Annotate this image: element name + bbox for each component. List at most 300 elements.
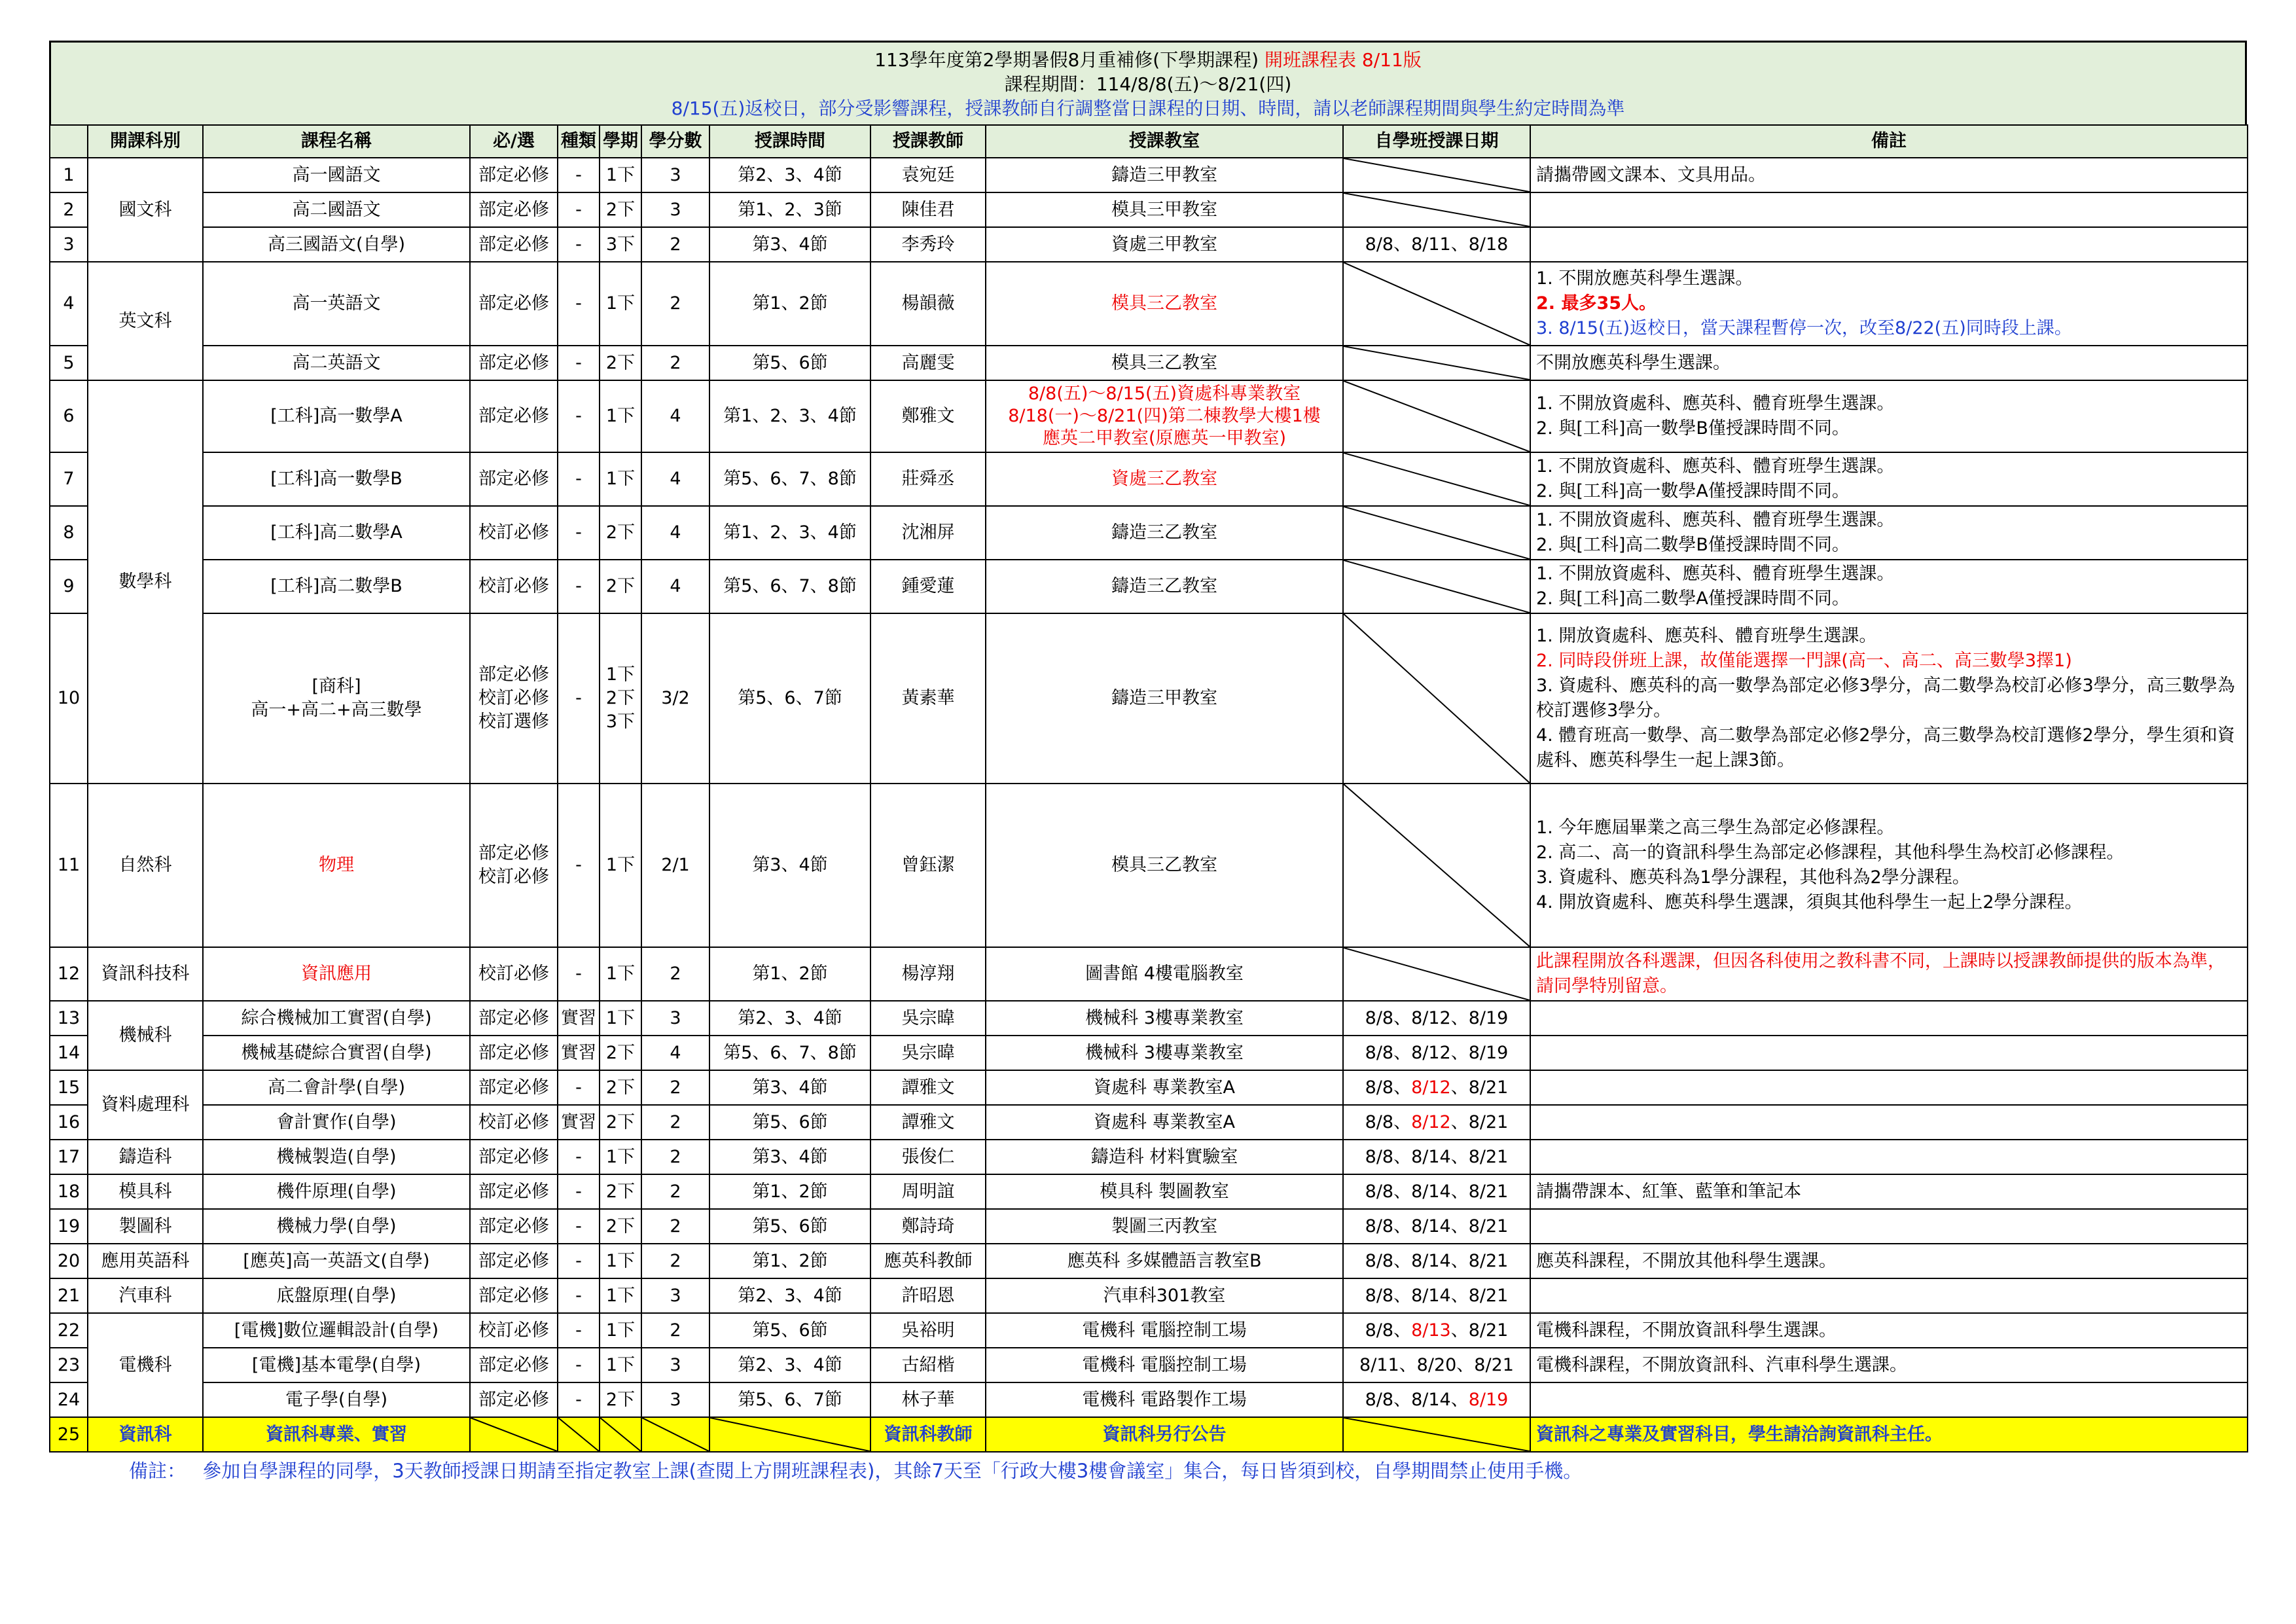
table-row bbox=[50, 380, 2248, 452]
empty-diagonal-cell bbox=[1343, 560, 1530, 613]
course-name: 資訊應用 bbox=[203, 947, 470, 1001]
remarks: 1. 不開放資處科、應英科、體育班學生選課。 2. 與[工科]高二數學B僅授課時間不同。 bbox=[1530, 506, 2248, 560]
footnote bbox=[49, 1458, 2247, 1484]
self-study-dates: 8/8、8/13、8/21 bbox=[1343, 1313, 1530, 1348]
course-name: 機械力學(自學) bbox=[203, 1209, 470, 1244]
title-version: 開班課程表 8/11版 bbox=[1265, 49, 1422, 71]
teacher: 袁宛廷 bbox=[870, 158, 986, 192]
row-number: 7 bbox=[50, 452, 88, 506]
course-kind: - bbox=[558, 1209, 600, 1244]
row-number: 9 bbox=[50, 560, 88, 613]
row-number: 20 bbox=[50, 1244, 88, 1278]
course-type: 部定必修 bbox=[470, 158, 558, 192]
semester: 2下 bbox=[600, 560, 641, 613]
course-name: [電機]基本電學(自學) bbox=[203, 1348, 470, 1382]
table-row bbox=[50, 506, 2248, 560]
self-study-dates: 8/8、8/14、8/19 bbox=[1343, 1382, 1530, 1417]
semester: 2下 bbox=[600, 506, 641, 560]
teacher: 資訊科教師 bbox=[870, 1417, 986, 1452]
course-kind: 實習 bbox=[558, 1036, 600, 1070]
semester: 2下 bbox=[600, 1382, 641, 1417]
teacher: 李秀玲 bbox=[870, 227, 986, 262]
classroom: 圖書館 4樓電腦教室 bbox=[986, 947, 1343, 1001]
course-name: 物理 bbox=[203, 784, 470, 947]
credits: 4 bbox=[641, 560, 709, 613]
col-time: 授課時間 bbox=[709, 125, 870, 158]
class-time: 第5、6、7節 bbox=[709, 613, 870, 784]
row-number: 10 bbox=[50, 613, 88, 784]
row-number: 3 bbox=[50, 227, 88, 262]
classroom: 資處三甲教室 bbox=[986, 227, 1343, 262]
credits: 2 bbox=[641, 1140, 709, 1174]
class-time: 第1、2節 bbox=[709, 1174, 870, 1209]
class-time: 第3、4節 bbox=[709, 784, 870, 947]
table-row bbox=[50, 346, 2248, 380]
remarks: 應英科課程，不開放其他科學生選課。 bbox=[1530, 1244, 2248, 1278]
empty-diagonal-cell bbox=[1343, 506, 1530, 560]
course-name: [電機]數位邏輯設計(自學) bbox=[203, 1313, 470, 1348]
remarks: 不開放應英科學生選課。 bbox=[1530, 346, 2248, 380]
course-name: [工科]高二數學A bbox=[203, 506, 470, 560]
credits: 4 bbox=[641, 380, 709, 452]
self-study-dates: 8/8、8/14、8/21 bbox=[1343, 1209, 1530, 1244]
empty-diagonal-cell bbox=[1343, 346, 1530, 380]
department-cell: 資訊科 bbox=[88, 1417, 203, 1452]
empty-diagonal-cell bbox=[1343, 192, 1530, 227]
remarks: 1. 不開放資處科、應英科、體育班學生選課。 2. 與[工科]高二數學A僅授課時間不同。 bbox=[1530, 560, 2248, 613]
semester: 1下 bbox=[600, 1140, 641, 1174]
col-department: 開課科別 bbox=[88, 125, 203, 158]
course-name: 高三國語文(自學) bbox=[203, 227, 470, 262]
course-kind: - bbox=[558, 1244, 600, 1278]
course-kind: - bbox=[558, 158, 600, 192]
course-kind: - bbox=[558, 452, 600, 506]
remarks: 1. 不開放資處科、應英科、體育班學生選課。 2. 與[工科]高一數學A僅授課時間不同。 bbox=[1530, 452, 2248, 506]
semester: 2下 bbox=[600, 1036, 641, 1070]
teacher: 曾鈺潔 bbox=[870, 784, 986, 947]
course-kind: - bbox=[558, 380, 600, 452]
course-type: 部定必修 bbox=[470, 1174, 558, 1209]
semester: 2下 bbox=[600, 1209, 641, 1244]
course-kind: - bbox=[558, 192, 600, 227]
class-time: 第1、2、3、4節 bbox=[709, 506, 870, 560]
classroom: 電機科 電腦控制工場 bbox=[986, 1348, 1343, 1382]
credits: 3 bbox=[641, 1278, 709, 1313]
credits: 2 bbox=[641, 1313, 709, 1348]
self-study-dates: 8/11、8/20、8/21 bbox=[1343, 1348, 1530, 1382]
department-cell: 英文科 bbox=[88, 262, 203, 380]
course-name: [工科]高二數學B bbox=[203, 560, 470, 613]
table-row bbox=[50, 784, 2248, 947]
credits: 2 bbox=[641, 1209, 709, 1244]
classroom: 製圖三丙教室 bbox=[986, 1209, 1343, 1244]
col-required-elective: 必/選 bbox=[470, 125, 558, 158]
empty-diagonal-cell bbox=[1343, 784, 1530, 947]
department-cell: 數學科 bbox=[88, 380, 203, 784]
table-row bbox=[50, 613, 2248, 784]
classroom: 資處科 專業教室A bbox=[986, 1105, 1343, 1140]
classroom: 鑄造三乙教室 bbox=[986, 506, 1343, 560]
department-cell: 製圖科 bbox=[88, 1209, 203, 1244]
classroom: 鑄造三甲教室 bbox=[986, 613, 1343, 784]
credits: 3 bbox=[641, 192, 709, 227]
course-name: 高一國語文 bbox=[203, 158, 470, 192]
remarks: 1. 開放資處科、應英科、體育班學生選課。 2. 同時段併班上課，故僅能選擇一門課(高一、高二、高三數學3擇1) 3. 資處科、應英科的高一數學為部定必修3學分，高二數學為校訂必修3學分，高三數學為校訂選修3學分。 4. 體育班高一數學、高二數學為部定必修2學分，高三數學為校訂選修2學分，學生須和資處科、應英科學生一起上課3節。 bbox=[1530, 613, 2248, 784]
row-number: 21 bbox=[50, 1278, 88, 1313]
table-row bbox=[50, 1348, 2248, 1382]
self-study-dates: 8/8、8/14、8/21 bbox=[1343, 1244, 1530, 1278]
teacher: 吳宗暐 bbox=[870, 1001, 986, 1036]
semester: 1下 bbox=[600, 1278, 641, 1313]
col-course-name: 課程名稱 bbox=[203, 125, 470, 158]
course-period: 課程期間：114/8/8(五)～8/21(四) bbox=[1004, 73, 1292, 95]
remarks: 1. 不開放資處科、應英科、體育班學生選課。 2. 與[工科]高一數學B僅授課時間不同。 bbox=[1530, 380, 2248, 452]
course-type: 部定必修 bbox=[470, 192, 558, 227]
self-study-dates: 8/8、8/11、8/18 bbox=[1343, 227, 1530, 262]
course-name: 資訊科專業、實習 bbox=[203, 1417, 470, 1452]
semester: 1下 bbox=[600, 452, 641, 506]
class-time: 第3、4節 bbox=[709, 1070, 870, 1105]
class-time: 第5、6節 bbox=[709, 1105, 870, 1140]
class-time: 第3、4節 bbox=[709, 1140, 870, 1174]
teacher: 吳裕明 bbox=[870, 1313, 986, 1348]
teacher: 林子華 bbox=[870, 1382, 986, 1417]
class-time: 第2、3、4節 bbox=[709, 1278, 870, 1313]
course-kind: - bbox=[558, 1313, 600, 1348]
classroom: 汽車科301教室 bbox=[986, 1278, 1343, 1313]
class-time: 第1、2節 bbox=[709, 1244, 870, 1278]
classroom: 模具三乙教室 bbox=[986, 262, 1343, 346]
col-credits: 學分數 bbox=[641, 125, 709, 158]
credits: 4 bbox=[641, 1036, 709, 1070]
course-type: 校訂必修 bbox=[470, 560, 558, 613]
teacher: 莊舜丞 bbox=[870, 452, 986, 506]
department-cell: 國文科 bbox=[88, 158, 203, 262]
course-name: 會計實作(自學) bbox=[203, 1105, 470, 1140]
department-cell: 應用英語科 bbox=[88, 1244, 203, 1278]
table-row bbox=[50, 1070, 2248, 1105]
remarks bbox=[1530, 1036, 2248, 1070]
class-time: 第1、2節 bbox=[709, 947, 870, 1001]
remarks bbox=[1530, 192, 2248, 227]
course-kind: - bbox=[558, 227, 600, 262]
col-teacher: 授課教師 bbox=[870, 125, 986, 158]
class-time: 第5、6、7、8節 bbox=[709, 452, 870, 506]
remarks: 此課程開放各科選課，但因各科使用之教科書不同，上課時以授課教師提供的版本為準，請同學特別留意。 bbox=[1530, 947, 2248, 1001]
schedule-sheet bbox=[49, 41, 2247, 1484]
remarks bbox=[1530, 227, 2248, 262]
class-time: 第1、2、3節 bbox=[709, 192, 870, 227]
table-row bbox=[50, 452, 2248, 506]
row-number: 13 bbox=[50, 1001, 88, 1036]
course-name: 綜合機械加工實習(自學) bbox=[203, 1001, 470, 1036]
class-time: 第5、6、7節 bbox=[709, 1382, 870, 1417]
row-number: 25 bbox=[50, 1417, 88, 1452]
table-row bbox=[50, 158, 2248, 192]
col-remarks: 備註 bbox=[1530, 125, 2248, 158]
row-number: 16 bbox=[50, 1105, 88, 1140]
department-cell: 資料處理科 bbox=[88, 1070, 203, 1140]
remarks: 電機科課程，不開放資訊科學生選課。 bbox=[1530, 1313, 2248, 1348]
course-kind: - bbox=[558, 613, 600, 784]
table-row bbox=[50, 947, 2248, 1001]
class-time: 第2、3、4節 bbox=[709, 158, 870, 192]
row-number: 18 bbox=[50, 1174, 88, 1209]
course-type: 部定必修 bbox=[470, 380, 558, 452]
classroom: 模具三甲教室 bbox=[986, 192, 1343, 227]
course-kind: - bbox=[558, 506, 600, 560]
row-number: 1 bbox=[50, 158, 88, 192]
row-number: 19 bbox=[50, 1209, 88, 1244]
classroom: 資處三乙教室 bbox=[986, 452, 1343, 506]
course-type: 部定必修 校訂必修 bbox=[470, 784, 558, 947]
classroom: 鑄造科 材料實驗室 bbox=[986, 1140, 1343, 1174]
credits: 3 bbox=[641, 158, 709, 192]
class-time: 第5、6、7、8節 bbox=[709, 560, 870, 613]
semester: 2下 bbox=[600, 192, 641, 227]
semester: 1下 bbox=[600, 158, 641, 192]
class-time: 第3、4節 bbox=[709, 227, 870, 262]
empty-diagonal-cell bbox=[1343, 380, 1530, 452]
row-number: 17 bbox=[50, 1140, 88, 1174]
footnote-text: 參加自學課程的同學，3天教師授課日期請至指定教室上課(查閱上方開班課程表)，其餘7天至「行政大樓3樓會議室」集合，每日皆須到校，自學期間禁止使用手機。 bbox=[202, 1460, 1583, 1482]
course-name: [工科]高一數學B bbox=[203, 452, 470, 506]
course-type: 校訂必修 bbox=[470, 1105, 558, 1140]
course-name: 機械基礎綜合實習(自學) bbox=[203, 1036, 470, 1070]
classroom: 模具三乙教室 bbox=[986, 784, 1343, 947]
teacher: 鄭詩琦 bbox=[870, 1209, 986, 1244]
course-name: [應英]高一英語文(自學) bbox=[203, 1244, 470, 1278]
empty-diagonal-cell bbox=[1343, 613, 1530, 784]
course-name: 底盤原理(自學) bbox=[203, 1278, 470, 1313]
course-type: 部定必修 bbox=[470, 262, 558, 346]
semester: 2下 bbox=[600, 1070, 641, 1105]
semester: 1下 bbox=[600, 262, 641, 346]
credits: 2 bbox=[641, 346, 709, 380]
course-type: 部定必修 bbox=[470, 1036, 558, 1070]
credits: 2 bbox=[641, 1244, 709, 1278]
credits: 2 bbox=[641, 262, 709, 346]
credits: 2/1 bbox=[641, 784, 709, 947]
semester: 2下 bbox=[600, 1105, 641, 1140]
teacher: 吳宗暐 bbox=[870, 1036, 986, 1070]
course-kind: - bbox=[558, 346, 600, 380]
row-number: 4 bbox=[50, 262, 88, 346]
remarks: 電機科課程，不開放資訊科、汽車科學生選課。 bbox=[1530, 1348, 2248, 1382]
credits: 4 bbox=[641, 506, 709, 560]
course-kind: - bbox=[558, 947, 600, 1001]
teacher: 許昭恩 bbox=[870, 1278, 986, 1313]
col-classroom: 授課教室 bbox=[986, 125, 1343, 158]
semester: 1下 bbox=[600, 1348, 641, 1382]
course-name: 高二會計學(自學) bbox=[203, 1070, 470, 1105]
row-number: 23 bbox=[50, 1348, 88, 1382]
semester: 3下 bbox=[600, 227, 641, 262]
self-study-dates: 8/8、8/14、8/21 bbox=[1343, 1174, 1530, 1209]
class-time: 第1、2、3、4節 bbox=[709, 380, 870, 452]
self-study-dates: 8/8、8/14、8/21 bbox=[1343, 1278, 1530, 1313]
credits: 4 bbox=[641, 452, 709, 506]
course-kind: 實習 bbox=[558, 1001, 600, 1036]
row-number: 11 bbox=[50, 784, 88, 947]
classroom: 機械科 3樓專業教室 bbox=[986, 1036, 1343, 1070]
empty-diagonal-cell bbox=[641, 1417, 709, 1452]
teacher: 古紹楷 bbox=[870, 1348, 986, 1382]
course-name: 電子學(自學) bbox=[203, 1382, 470, 1417]
table-row bbox=[50, 1209, 2248, 1244]
classroom: 鑄造三甲教室 bbox=[986, 158, 1343, 192]
classroom: 鑄造三乙教室 bbox=[986, 560, 1343, 613]
teacher: 楊淳翔 bbox=[870, 947, 986, 1001]
teacher: 黃素華 bbox=[870, 613, 986, 784]
credits: 3/2 bbox=[641, 613, 709, 784]
course-type: 部定必修 bbox=[470, 1348, 558, 1382]
teacher: 沈湘屏 bbox=[870, 506, 986, 560]
department-cell: 機械科 bbox=[88, 1001, 203, 1070]
classroom: 電機科 電路製作工場 bbox=[986, 1382, 1343, 1417]
row-number: 5 bbox=[50, 346, 88, 380]
classroom: 資訊科另行公告 bbox=[986, 1417, 1343, 1452]
row-number: 2 bbox=[50, 192, 88, 227]
table-row bbox=[50, 1313, 2248, 1348]
department-cell: 自然科 bbox=[88, 784, 203, 947]
credits: 2 bbox=[641, 947, 709, 1001]
remarks bbox=[1530, 1105, 2248, 1140]
teacher: 應英科教師 bbox=[870, 1244, 986, 1278]
table-row bbox=[50, 192, 2248, 227]
department-cell: 汽車科 bbox=[88, 1278, 203, 1313]
semester: 1下 bbox=[600, 947, 641, 1001]
course-type: 部定必修 校訂必修 校訂選修 bbox=[470, 613, 558, 784]
teacher: 鄭雅文 bbox=[870, 380, 986, 452]
remarks bbox=[1530, 1209, 2248, 1244]
remarks bbox=[1530, 1278, 2248, 1313]
course-kind: - bbox=[558, 1174, 600, 1209]
teacher: 陳佳君 bbox=[870, 192, 986, 227]
self-study-dates: 8/8、8/12、8/21 bbox=[1343, 1105, 1530, 1140]
empty-diagonal-cell bbox=[1343, 1417, 1530, 1452]
self-study-dates: 8/8、8/12、8/21 bbox=[1343, 1070, 1530, 1105]
table-row bbox=[50, 1174, 2248, 1209]
empty-diagonal-cell bbox=[558, 1417, 600, 1452]
table-row bbox=[50, 1140, 2248, 1174]
course-type: 部定必修 bbox=[470, 227, 558, 262]
table-row bbox=[50, 227, 2248, 262]
remarks: 請攜帶國文課本、文具用品。 bbox=[1530, 158, 2248, 192]
classroom: 資處科 專業教室A bbox=[986, 1070, 1343, 1105]
course-type: 部定必修 bbox=[470, 1209, 558, 1244]
course-kind: - bbox=[558, 1348, 600, 1382]
returning-day-notice: 8/15(五)返校日，部分受影響課程，授課教師自行調整當日課程的日期、時間，請以老師課程期間與學生約定時間為準 bbox=[671, 98, 1625, 119]
class-time: 第5、6節 bbox=[709, 1209, 870, 1244]
remarks bbox=[1530, 1070, 2248, 1105]
table-row bbox=[50, 1001, 2248, 1036]
course-type: 部定必修 bbox=[470, 346, 558, 380]
row-number: 12 bbox=[50, 947, 88, 1001]
empty-diagonal-cell bbox=[1343, 158, 1530, 192]
teacher: 張俊仁 bbox=[870, 1140, 986, 1174]
semester: 1下 bbox=[600, 1001, 641, 1036]
empty-diagonal-cell bbox=[1343, 262, 1530, 346]
empty-diagonal-cell bbox=[470, 1417, 558, 1452]
semester: 2下 bbox=[600, 1174, 641, 1209]
remarks: 資訊科之專業及實習科目，學生請洽詢資訊科主任。 bbox=[1530, 1417, 2248, 1452]
row-number: 22 bbox=[50, 1313, 88, 1348]
credits: 2 bbox=[641, 1070, 709, 1105]
course-type: 校訂必修 bbox=[470, 1313, 558, 1348]
course-type: 部定必修 bbox=[470, 1070, 558, 1105]
table-row bbox=[50, 1036, 2248, 1070]
semester: 1下 bbox=[600, 784, 641, 947]
course-kind: - bbox=[558, 1278, 600, 1313]
class-time: 第2、3、4節 bbox=[709, 1001, 870, 1036]
teacher: 高麗雯 bbox=[870, 346, 986, 380]
course-kind: - bbox=[558, 1140, 600, 1174]
credits: 2 bbox=[641, 227, 709, 262]
credits: 3 bbox=[641, 1382, 709, 1417]
course-type: 部定必修 bbox=[470, 1140, 558, 1174]
course-type: 部定必修 bbox=[470, 452, 558, 506]
self-study-dates: 8/8、8/12、8/19 bbox=[1343, 1001, 1530, 1036]
credits: 3 bbox=[641, 1001, 709, 1036]
row-number: 15 bbox=[50, 1070, 88, 1105]
course-type: 部定必修 bbox=[470, 1244, 558, 1278]
course-type: 校訂必修 bbox=[470, 506, 558, 560]
class-time: 第5、6節 bbox=[709, 1313, 870, 1348]
semester: 1下 bbox=[600, 380, 641, 452]
class-time: 第1、2節 bbox=[709, 262, 870, 346]
table-row bbox=[50, 1382, 2248, 1417]
classroom: 模具科 製圖教室 bbox=[986, 1174, 1343, 1209]
table-row bbox=[50, 560, 2248, 613]
teacher: 譚雅文 bbox=[870, 1105, 986, 1140]
table-row bbox=[50, 1278, 2248, 1313]
course-name: [商科] 高一+高二+高三數學 bbox=[203, 613, 470, 784]
teacher: 楊韻薇 bbox=[870, 262, 986, 346]
table-row bbox=[50, 262, 2248, 346]
empty-diagonal-cell bbox=[600, 1417, 641, 1452]
semester: 1下 bbox=[600, 1244, 641, 1278]
teacher: 周明誼 bbox=[870, 1174, 986, 1209]
row-number: 14 bbox=[50, 1036, 88, 1070]
classroom: 應英科 多媒體語言教室B bbox=[986, 1244, 1343, 1278]
empty-diagonal-cell bbox=[1343, 947, 1530, 1001]
department-cell: 鑄造科 bbox=[88, 1140, 203, 1174]
department-cell: 資訊科技科 bbox=[88, 947, 203, 1001]
credits: 2 bbox=[641, 1174, 709, 1209]
course-name: 高一英語文 bbox=[203, 262, 470, 346]
department-cell: 模具科 bbox=[88, 1174, 203, 1209]
header-row bbox=[50, 125, 2248, 158]
col-kind: 種類 bbox=[558, 125, 600, 158]
course-type: 校訂必修 bbox=[470, 947, 558, 1001]
remarks bbox=[1530, 1001, 2248, 1036]
classroom: 機械科 3樓專業教室 bbox=[986, 1001, 1343, 1036]
course-kind: - bbox=[558, 1382, 600, 1417]
remarks: 請攜帶課本、紅筆、藍筆和筆記本 bbox=[1530, 1174, 2248, 1209]
course-kind: - bbox=[558, 262, 600, 346]
col-semester: 學期 bbox=[600, 125, 641, 158]
row-number: 6 bbox=[50, 380, 88, 452]
course-type: 部定必修 bbox=[470, 1001, 558, 1036]
col-self-study-dates: 自學班授課日期 bbox=[1343, 125, 1530, 158]
semester: 1下 2下 3下 bbox=[600, 613, 641, 784]
footnote-label: 備註： bbox=[129, 1460, 187, 1482]
remarks bbox=[1530, 1382, 2248, 1417]
credits: 2 bbox=[641, 1105, 709, 1140]
col-number bbox=[50, 125, 88, 158]
classroom: 8/8(五)～8/15(五)資處科專業教室 8/18(一)～8/21(四)第二棟教學大樓1樓 應英二甲教室(原應英一甲教室) bbox=[986, 380, 1343, 452]
